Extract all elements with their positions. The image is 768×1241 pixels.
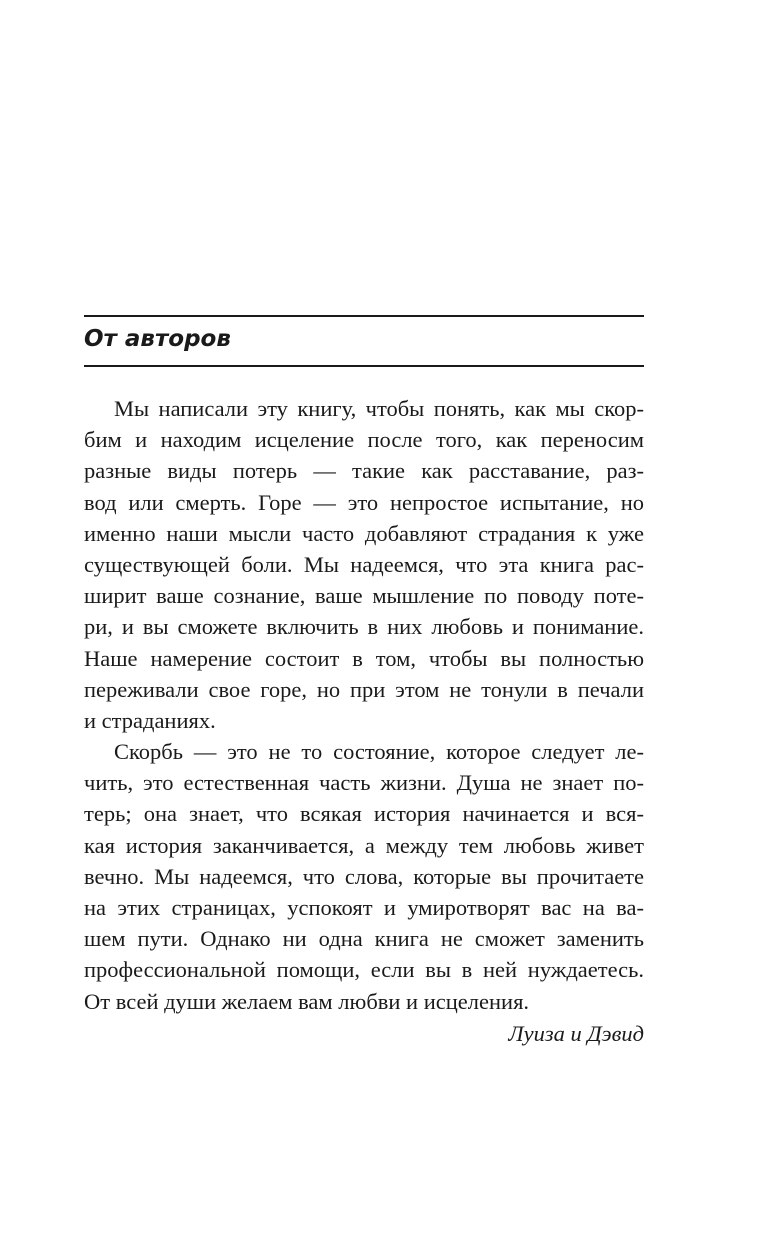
section-bottom-rule <box>84 365 644 367</box>
paragraph-2 <box>84 736 644 1017</box>
section-title: От авторов <box>84 326 231 352</box>
text-line: разные виды потерь — такие как расставание, раз- <box>84 458 644 484</box>
paragraph-1 <box>84 393 644 736</box>
text-line: шем пути. Однако ни одна книга не сможет заменить <box>84 926 644 952</box>
text-line: ри, и вы сможете включить в них любовь и понимание. <box>84 614 644 640</box>
text-line: От всей души желаем вам любви и исцеления. <box>84 988 530 1014</box>
text-line: Мы написали эту книгу, чтобы понять, как мы скор- <box>114 396 644 421</box>
text-line: именно наши мысли часто добавляют страдания к уже <box>84 520 644 546</box>
text-line: и страданиях. <box>84 707 216 733</box>
text-line: вечно. Мы надеемся, что слова, которые вы прочитаете <box>84 863 644 889</box>
text-line: Наше намерение состоит в том, чтобы вы полностью <box>84 645 644 671</box>
text-line: чить, это естественная часть жизни. Душа не знает по- <box>84 770 644 796</box>
text-line: кая история заканчивается, а между тем любовь живет <box>84 832 644 858</box>
body-text <box>84 393 644 1017</box>
section-top-rule <box>84 315 644 317</box>
text-line: существующей боли. Мы надеемся, что эта книга рас- <box>84 551 644 577</box>
text-line: ширит ваше сознание, ваше мышление по поводу поте- <box>84 583 644 609</box>
text-line: вод или смерть. Горе — это непростое испытание, но <box>84 489 644 515</box>
text-line: Скорбь — это не то состояние, которое следует ле- <box>114 739 644 765</box>
author-signature: Луиза и Дэвид <box>508 1021 644 1046</box>
text-line: профессиональной помощи, если вы в ней нуждаетесь. <box>84 957 644 983</box>
text-line: терь; она знает, что всякая история начинается и вся- <box>84 801 644 827</box>
text-line: переживали свое горе, но при этом не тонули в печали <box>84 676 644 702</box>
text-line: на этих страницах, успокоят и умиротворят вас на ва- <box>84 895 644 920</box>
text-line: бим и находим исцеление после того, как переносим <box>84 427 644 453</box>
